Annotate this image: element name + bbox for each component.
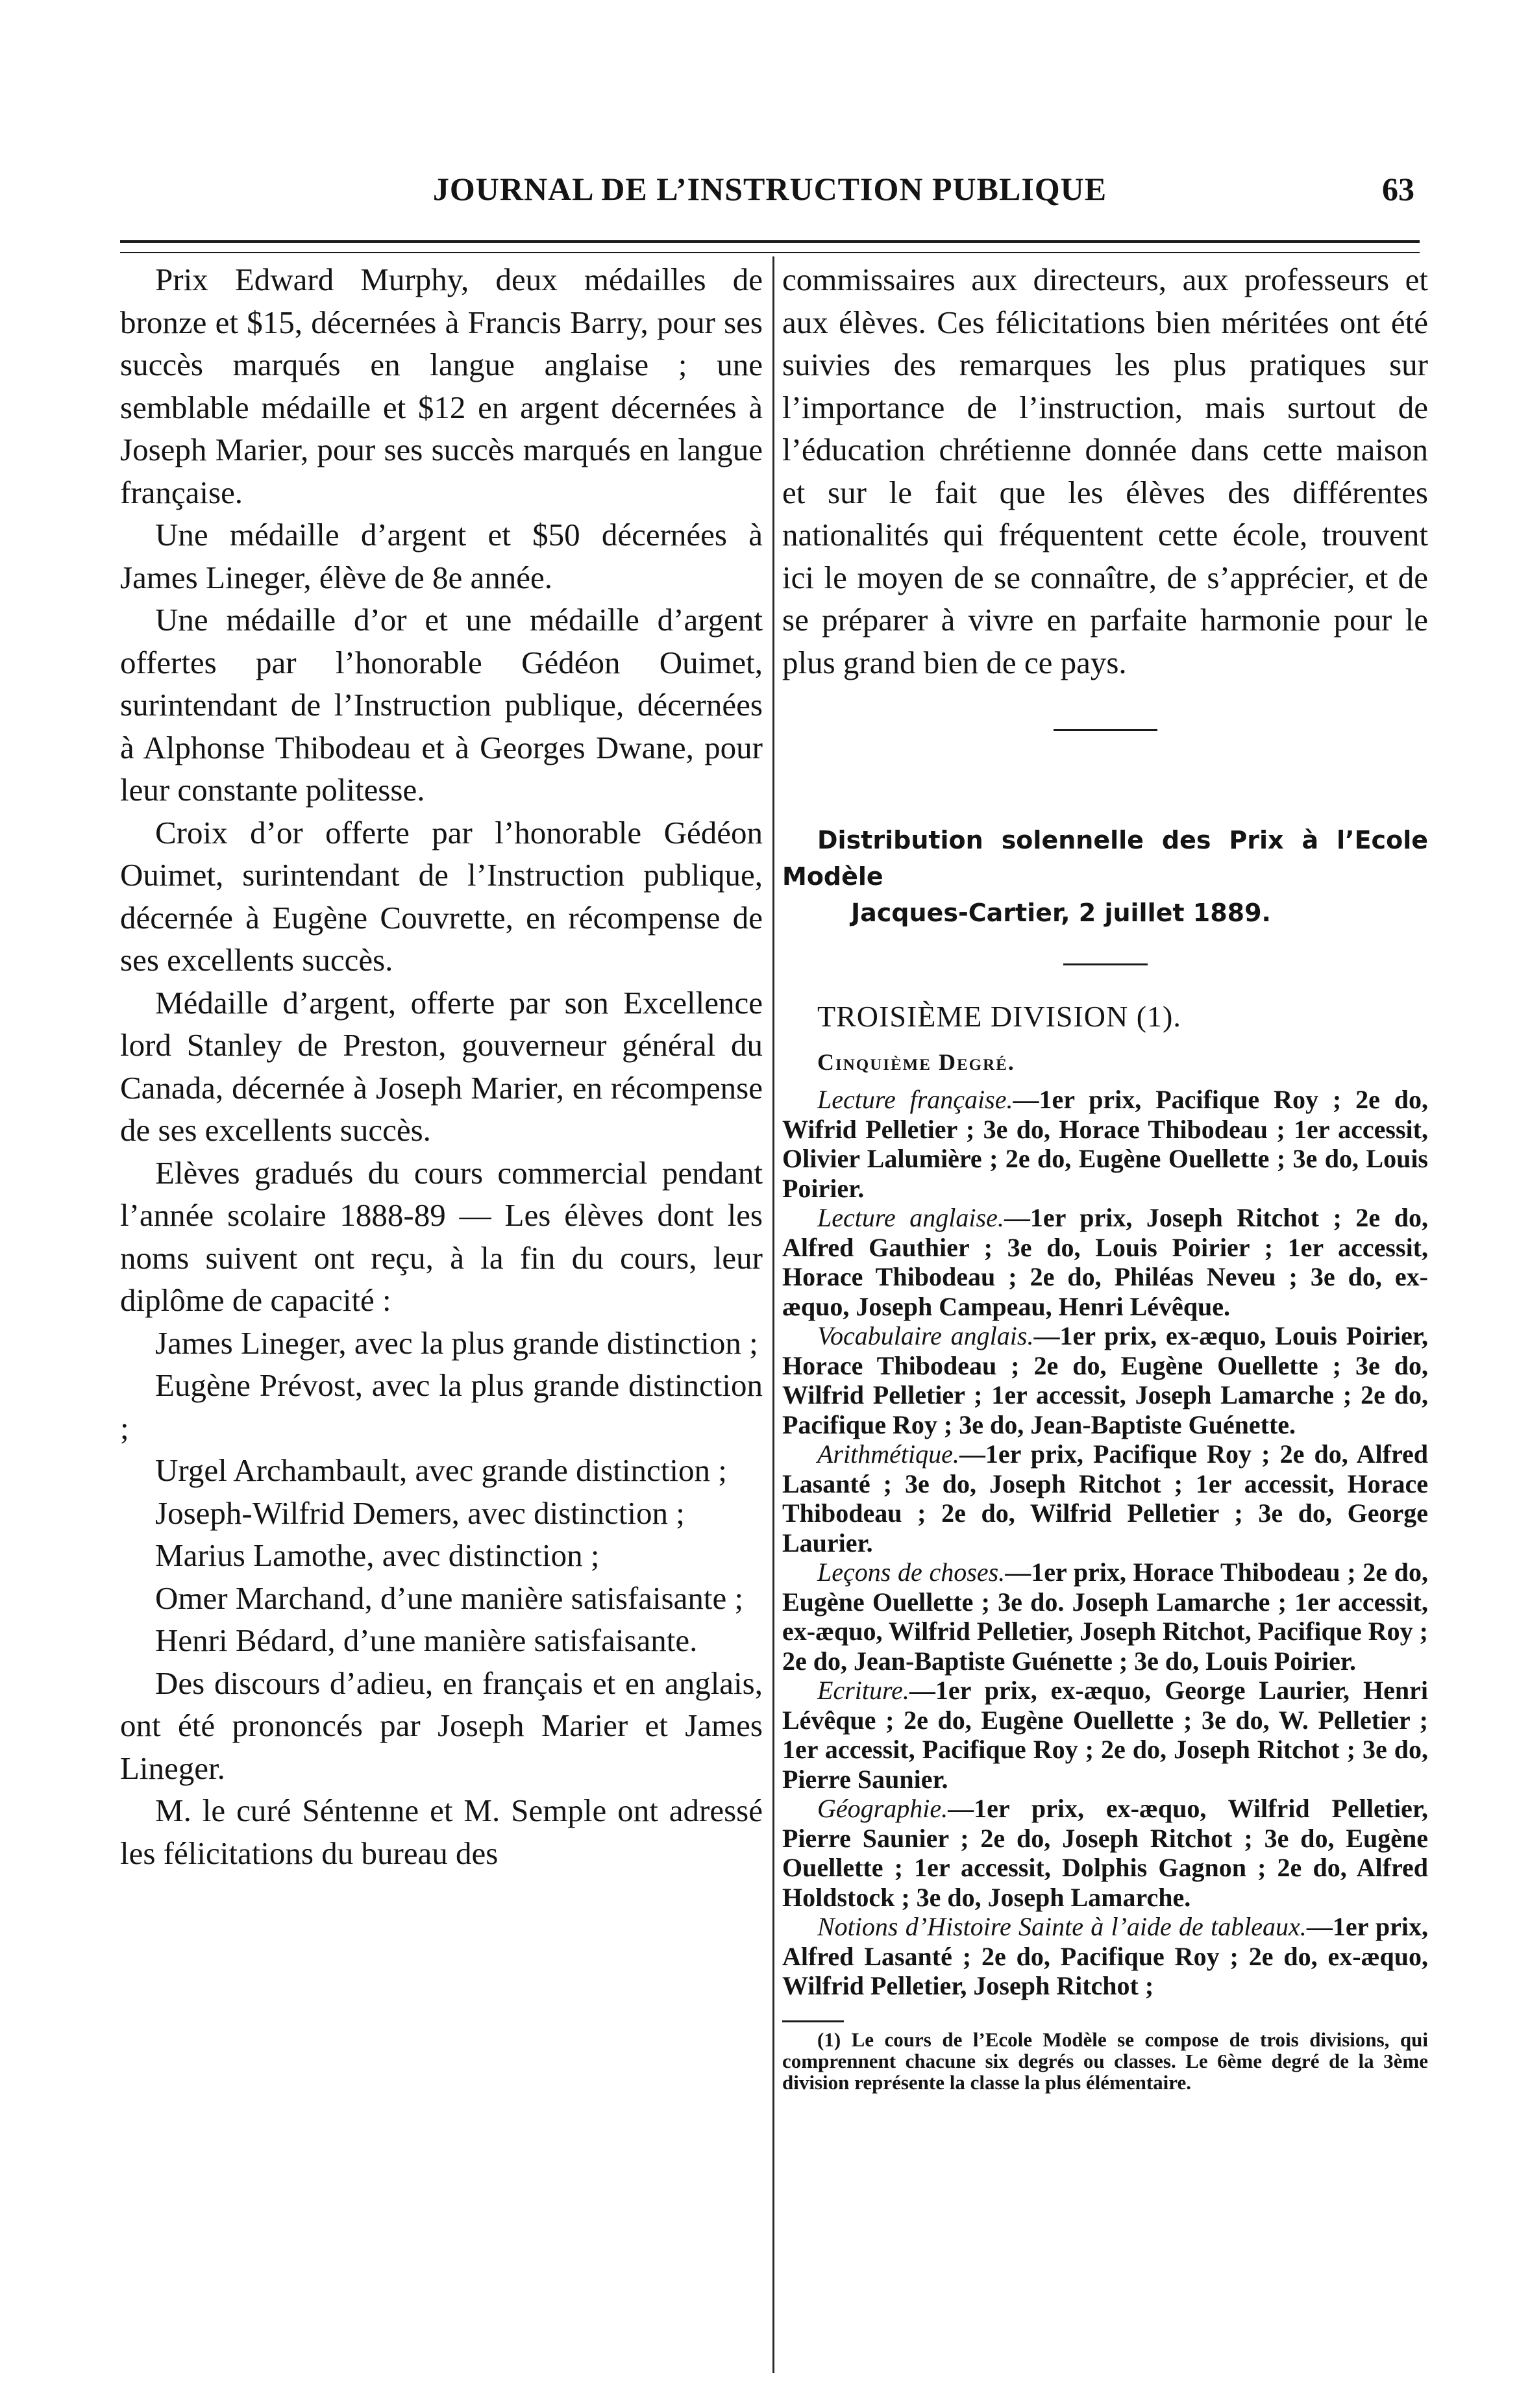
section-separator <box>1063 963 1148 965</box>
paragraph: Croix d’or offerte par l’honorable Gédéon Ouimet, surintendant de l’Instruction publique, décernée à Eugène Couvrette, en récompense de ses excellents succès. <box>120 814 763 978</box>
graduate-entry: Henri Bédard, d’une manière satisfaisante. <box>155 1622 698 1658</box>
division-title: TROISIÈME DIVISION (1). <box>817 1000 1181 1033</box>
running-head <box>120 170 1420 212</box>
prize-entry <box>782 1085 1428 1203</box>
prize-entry <box>782 1794 1428 1912</box>
graduate-entry: Joseph-Wilfrid Demers, avec distinction ; <box>155 1495 685 1531</box>
prize-text: —1er prix, ex-æquo, Wilfrid Pelletier, Pierre Saunier ; 2e do, Joseph Ritchot ; 3e do, Eugène Ouellette ; 1er accessit, Dolphis Gagnon ; 2e do, Alfred Holdstock ; 3e do, Joseph Lamarche. <box>782 1794 1428 1912</box>
prize-entry <box>782 1912 1428 2001</box>
prize-subject: Géographie. <box>817 1794 948 1823</box>
degree-title: Cinquième Degré. <box>817 1049 1015 1075</box>
continuation-paragraph: commissaires aux directeurs, aux professeurs et aux élèves. Ces félicitations bien méritées ont été suivies des remarques les plus pratiques sur l’importance de l’instruction, mais surtout de l’éducation chrétienne donnée dans cette maison et sur le fait que les élèves des différentes nationalités qui fréquentent cette école, trouvent ici le moyen de se connaître, de s’apprécier, et de se préparer à vivre en parfaite harmonie pour le plus grand bien de ce pays. <box>782 262 1428 680</box>
prize-text: —1er prix, Alfred Lasanté ; 2e do, Pacifique Roy ; 2e do, ex-æquo, Wilfrid Pelletier, Joseph Ritchot ; <box>782 1912 1428 2000</box>
prize-subject: Notions d’Histoire Sainte à l’aide de tableaux. <box>817 1912 1307 1941</box>
footnote-rule <box>782 2020 844 2022</box>
prize-entry <box>782 1558 1428 1676</box>
journal-title: JOURNAL DE L’INSTRUCTION PUBLIQUE <box>432 171 1107 207</box>
section-heading-line2: Jacques-Cartier, 2 juillet 1889. <box>851 899 1271 927</box>
prize-subject: Lecture française. <box>817 1085 1013 1114</box>
paragraph: Médaille d’argent, offerte par son Excellence lord Stanley de Preston, gouverneur général du Canada, décernée à Joseph Marier, en récompense de ses excellents succès. <box>120 984 763 1148</box>
paragraph: Des discours d’adieu, en français et en anglais, ont été prononcés par Joseph Marier et James Lineger. <box>120 1665 763 1786</box>
right-column <box>782 258 1428 2093</box>
prize-text: —1er prix, Joseph Ritchot ; 2e do, Alfred Gauthier ; 3e do, Louis Poirier ; 1er accessit, Horace Thibodeau ; 2e do, Philéas Neveu ; 3e do, ex-æquo, Joseph Campeau, Henri Lévêque. <box>782 1203 1429 1321</box>
prize-subject: Lecture anglaise. <box>817 1203 1004 1232</box>
prize-entry <box>782 1203 1428 1321</box>
prize-entry <box>782 1676 1428 1794</box>
prize-subject: Leçons de choses. <box>817 1558 1006 1587</box>
section-heading-line1: Distribution solennelle des Prix à l’Ecole Modèle <box>782 826 1428 891</box>
graduate-entry: Urgel Archambault, avec grande distinction ; <box>155 1452 727 1488</box>
header-double-rule <box>120 240 1420 253</box>
graduate-entry: James Lineger, avec la plus grande distinction ; <box>155 1324 758 1361</box>
prize-text: —1er prix, ex-æquo, George Laurier, Henri Lévêque ; 2e do, Eugène Ouellette ; 3e do, W. Pelletier ; 1er accessit, Pacifique Roy ; 2e do, Joseph Ritchot ; 3e do, Pierre Saunier. <box>782 1676 1428 1794</box>
prize-subject: Vocabulaire anglais. <box>817 1321 1034 1350</box>
section-heading <box>782 822 1428 931</box>
paragraph: Prix Edward Murphy, deux médailles de bronze et $15, décernées à Francis Barry, pour ses succès marqués en langue anglaise ; une semblable médaille et $12 en argent décernées à Joseph Marier, pour ses succès marqués en langue française. <box>120 262 763 510</box>
prize-subject: Arithmétique. <box>817 1439 959 1469</box>
prize-text: —1er prix, Pacifique Roy ; 2e do, Alfred Lasanté ; 3e do, Joseph Ritchot ; 1er accessit, Horace Thibodeau ; 2e do, Wilfrid Pelletier ; 3e do, George Laurier. <box>782 1439 1428 1558</box>
graduate-entry: Omer Marchand, d’une manière satisfaisante ; <box>155 1580 744 1616</box>
prize-text: —1er prix, Horace Thibodeau ; 2e do, Eugène Ouellette ; 3e do. Joseph Lamarche ; 1er accessit, ex-æquo, Wilfrid Pelletier, Joseph Ritchot, Pacifique Roy ; 2e do, Jean-Baptiste Guénette ; 3e do, Louis Poirier. <box>782 1558 1428 1676</box>
paragraph: Elèves gradués du cours commercial pendant l’année scolaire 1888-89 — Les élèves dont les noms suivent ont reçu, à la fin du cours, leur diplôme de capacité : <box>120 1154 763 1318</box>
paragraph: Une médaille d’argent et $50 décernées à James Lineger, élève de 8e année. <box>120 517 763 595</box>
prize-subject: Ecriture. <box>817 1676 909 1705</box>
prize-text: —1er prix, ex-æquo, Louis Poirier, Horace Thibodeau ; 2e do, Eugène Ouellette ; 3e do, Wilfrid Pelletier ; 1er accessit, Joseph Lamarche ; 2e do, Pacifique Roy ; 3e do, Jean-Baptiste Guénette. <box>782 1321 1428 1439</box>
prize-entry <box>782 1321 1428 1439</box>
paragraph: M. le curé Séntenne et M. Semple ont adressé les félicitations du bureau des <box>120 1793 763 1871</box>
prize-entry <box>782 1439 1428 1558</box>
graduate-entry: Marius Lamothe, avec distinction ; <box>155 1537 600 1573</box>
graduate-entry: Eugène Prévost, avec la plus grande distinction ; <box>120 1367 763 1446</box>
prize-text: —1er prix, Pacifique Roy ; 2e do, Wifrid Pelletier ; 3e do, Horace Thibodeau ; 1er accessit, Olivier Lalumière ; 2e do, Eugène Ouellette ; 3e do, Louis Poirier. <box>782 1085 1428 1203</box>
page-number: 63 <box>1382 171 1414 207</box>
column-divider <box>772 256 774 2373</box>
footnote: (1) Le cours de l’Ecole Modèle se compose de trois divisions, qui comprennent chacune six degrés ou classes. Le 6ème degré de la 3ème division représente la classe la plus élémentaire. <box>782 2028 1428 2094</box>
left-column <box>120 258 763 1874</box>
paragraph: Une médaille d’or et une médaille d’argent offertes par l’honorable Gédéon Ouimet, surintendant de l’Instruction publique, décernées à Alphonse Thibodeau et à Georges Dwane, pour leur constante politesse. <box>120 602 763 808</box>
section-separator <box>1054 729 1157 731</box>
